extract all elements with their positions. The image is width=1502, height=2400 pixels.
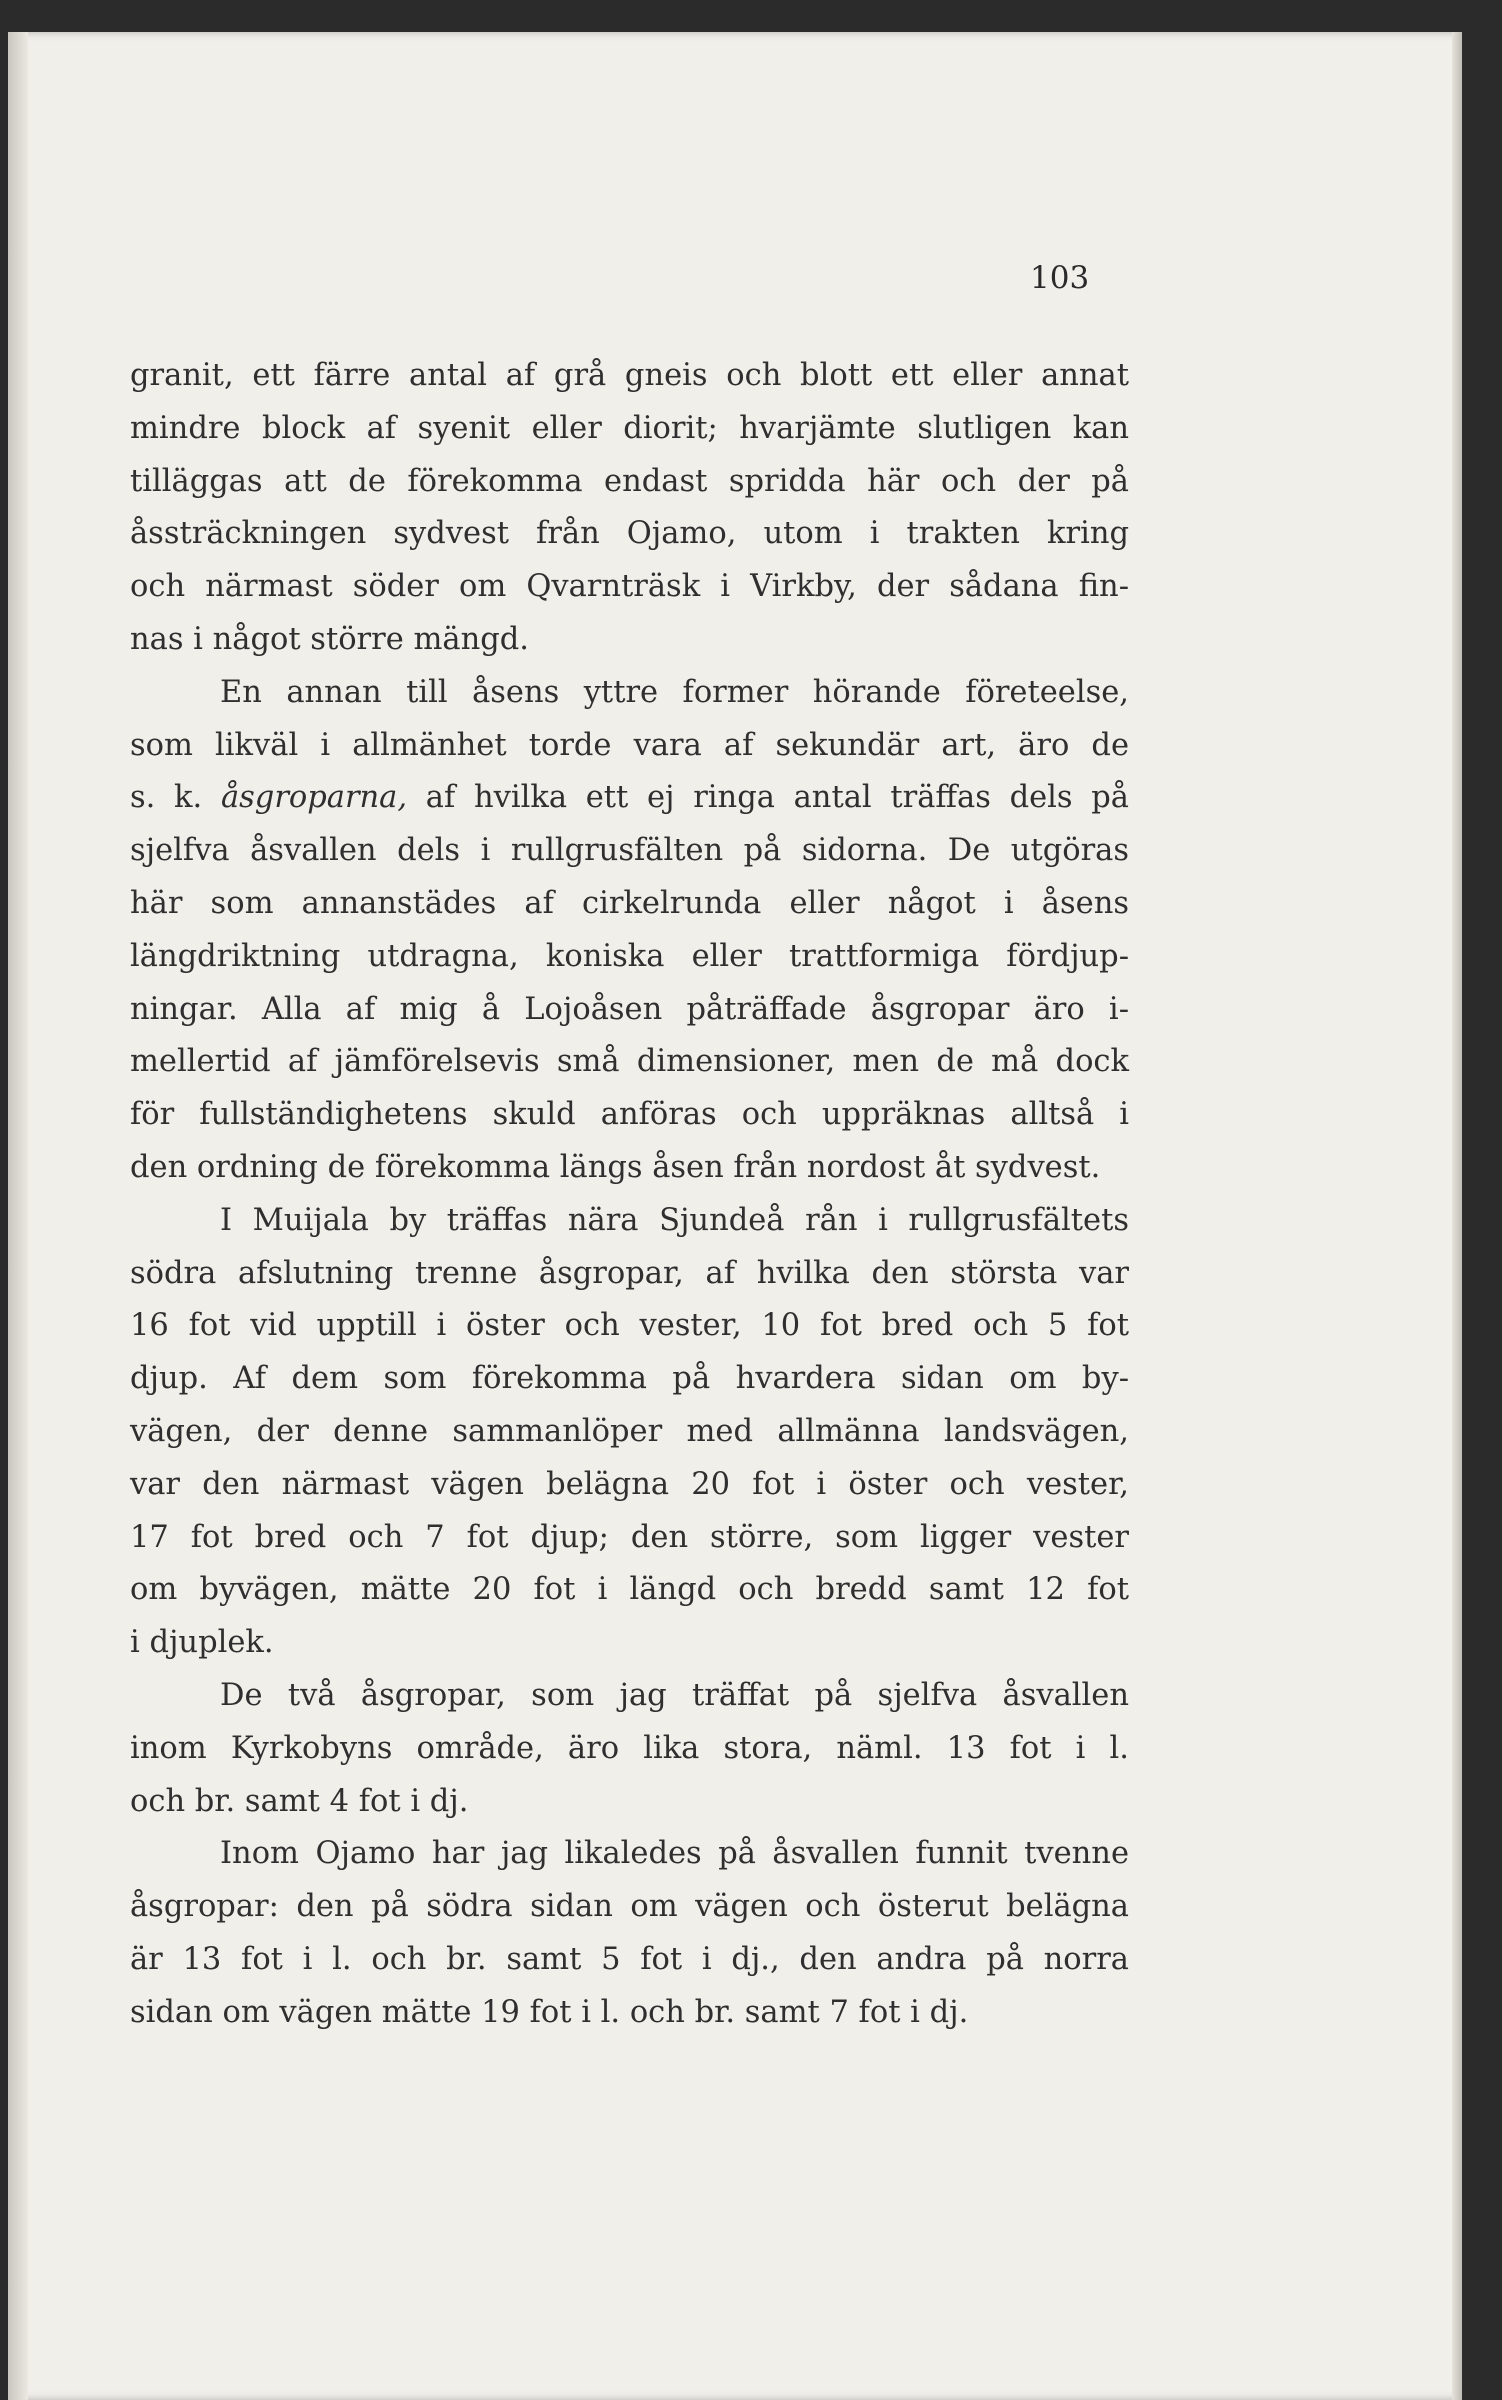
text-line: åssträckningen sydvest från Ojamo, utom i trakten kring [130, 516, 1129, 552]
text-line: mellertid af jämförelsevis små dimensioner, men de må dock [130, 1044, 1129, 1080]
text-line: sidan om vägen mätte 19 fot i l. och br. samt 7 fot i dj. [130, 1994, 969, 2030]
text-line: djup. Af dem som förekomma på hvardera sidan om by- [130, 1361, 1129, 1397]
italic-term: åsgroparna, [220, 780, 408, 816]
text-line: ningar. Alla af mig å Lojoåsen påträffade åsgropar äro i- [130, 991, 1129, 1027]
text-fragment: af hvilka ett ej ringa antal träffas dels på [425, 780, 1129, 816]
text-line: 17 fot bred och 7 fot djup; den större, som ligger vester [130, 1519, 1129, 1555]
text-line: 16 fot vid upptill i öster och vester, 10 fot bred och 5 fot [130, 1308, 1129, 1344]
text-line: längdriktning utdragna, koniska eller trattformiga fördjup- [130, 938, 1129, 974]
text-line: granit, ett färre antal af grå gneis och blott ett eller annat [130, 358, 1129, 393]
text-line: om byvägen, mätte 20 fot i längd och bredd samt 12 fot [130, 1572, 1129, 1608]
book-page [8, 32, 1462, 2400]
page-binding-edge [8, 32, 28, 2400]
text-line: Inom Ojamo har jag likaledes på åsvallen funnit tvenne [220, 1836, 1129, 1872]
text-line: mindre block af syenit eller diorit; hvarjämte slutligen kan [130, 410, 1129, 446]
text-line: nas i något större mängd. [130, 621, 529, 657]
text-line: och närmast söder om Qvarnträsk i Virkby, der sådana fin- [130, 569, 1129, 605]
text-line: är 13 fot i l. och br. samt 5 fot i dj., den andra på norra [130, 1941, 1129, 1977]
text-line: En annan till åsens yttre former hörande företeelse, [220, 674, 1129, 710]
text-line: var den närmast vägen belägna 20 fot i öster och vester, [130, 1466, 1129, 1502]
text-line: tilläggas att de förekomma endast spridda här och der på [130, 463, 1129, 499]
text-line: för fullständighetens skuld anföras och uppräknas alltså i [130, 1097, 1129, 1133]
text-line: som likväl i allmänhet torde vara af sekundär art, äro de [130, 727, 1129, 763]
text-line: I Muijala by träffas nära Sjundeå rån i rullgrusfältets [220, 1202, 1129, 1238]
page-number: 103 [1030, 260, 1090, 296]
text-line [130, 772, 1129, 825]
page-right-edge [1452, 32, 1462, 2400]
text-line: De två åsgropar, som jag träffat på sjelfva åsvallen [220, 1677, 1129, 1713]
text-line: åsgropar: den på södra sidan om vägen och österut belägna [130, 1889, 1129, 1925]
text-line: den ordning de förekomma längs åsen från nordost åt sydvest. [130, 1149, 1101, 1185]
text-line: och br. samt 4 fot i dj. [130, 1783, 469, 1819]
text-line: södra afslutning trenne åsgropar, af hvilka den största var [130, 1255, 1129, 1291]
text-line: vägen, der denne sammanlöper med allmänna landsvägen, [130, 1413, 1129, 1449]
body-text [130, 350, 1129, 2040]
text-line: här som annanstädes af cirkelrunda eller något i åsens [130, 885, 1129, 921]
text-line: sjelfva åsvallen dels i rullgrusfälten på sidorna. De utgöras [130, 833, 1129, 869]
text-line: inom Kyrkobyns område, äro lika stora, näml. 13 fot i l. [130, 1730, 1129, 1766]
text-line: i djuplek. [130, 1625, 274, 1661]
text-fragment: s. k. [130, 780, 203, 816]
